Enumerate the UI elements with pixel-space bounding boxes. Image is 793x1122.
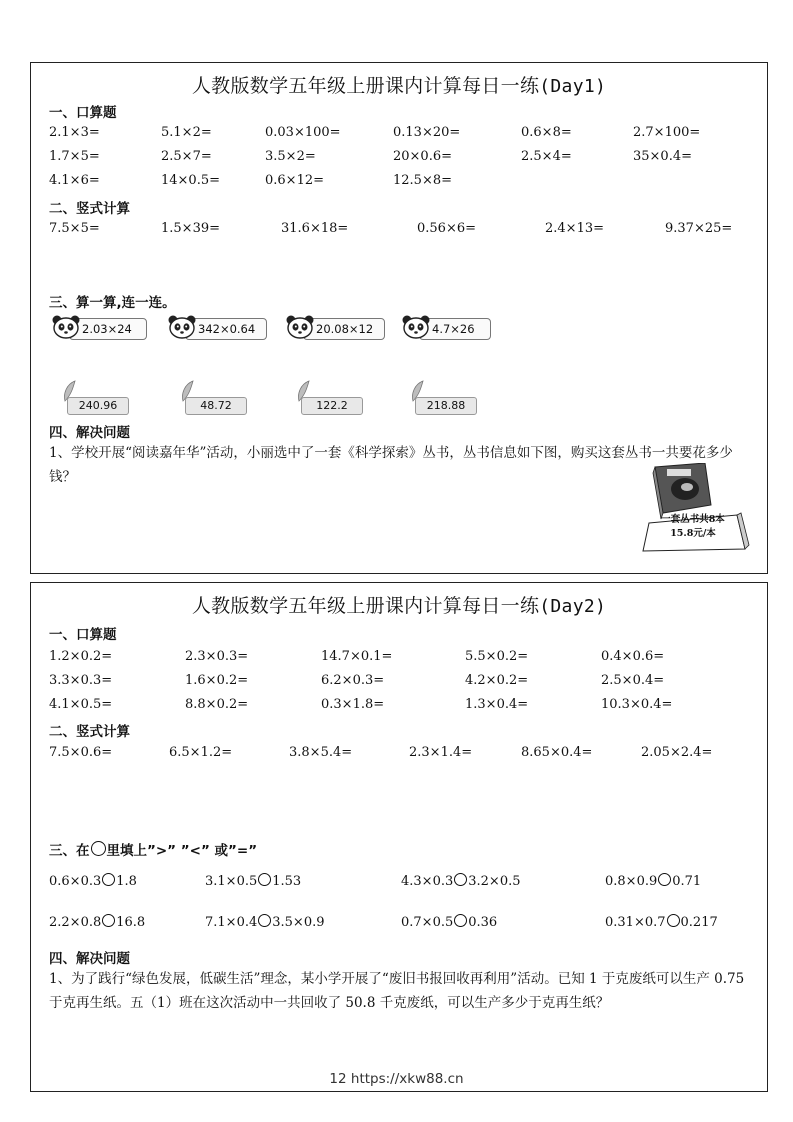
day2-title-tag: (Day2) (539, 596, 607, 617)
match-answer: 240.96 (67, 397, 129, 415)
match-answer: 48.72 (185, 397, 247, 415)
oral-item: 3.5×2= (265, 149, 316, 164)
vertical-item: 9.37×25= (665, 221, 733, 236)
day2-section-compare (49, 839, 257, 859)
oral-item: 4.1×0.5= (49, 697, 113, 712)
oral-item: 3.3×0.3= (49, 673, 113, 688)
vertical-item: 2.05×2.4= (641, 745, 713, 760)
compare-item (401, 914, 497, 930)
match-expression: 2.03×24 (69, 318, 147, 340)
answer-circle[interactable] (102, 914, 115, 927)
oral-item: 0.4×0.6= (601, 649, 665, 664)
compare-item (401, 873, 521, 889)
book-info-label (641, 513, 745, 545)
compare-left: 0.6×0.3 (49, 874, 102, 889)
match-card (285, 317, 379, 339)
compare-heading-part2: 里填上”>” ”<” 或”=” (106, 843, 258, 859)
match-card (167, 317, 261, 339)
match-answer-card (179, 393, 249, 415)
vertical-item: 31.6×18= (281, 221, 349, 236)
oral-item: 5.1×2= (161, 125, 212, 140)
compare-left: 0.7×0.5 (401, 915, 454, 930)
day1-worksheet (30, 62, 768, 574)
compare-right: 0.71 (672, 874, 702, 889)
oral-item: 2.1×3= (49, 125, 100, 140)
answer-circle[interactable] (258, 914, 271, 927)
match-expression: 342×0.64 (185, 318, 267, 340)
day1-title-text: 人教版数学五年级上册课内计算每日一练 (191, 75, 540, 97)
match-expression: 20.08×12 (303, 318, 385, 340)
circle-icon (91, 841, 106, 856)
vertical-item: 3.8×5.4= (289, 745, 353, 760)
match-answer-card (409, 393, 479, 415)
compare-right: 3.5×0.9 (272, 915, 325, 930)
vertical-item: 0.56×6= (417, 221, 477, 236)
oral-item: 14.7×0.1= (321, 649, 393, 664)
oral-item: 4.2×0.2= (465, 673, 529, 688)
oral-item: 2.5×0.4= (601, 673, 665, 688)
compare-right: 0.217 (680, 915, 718, 930)
match-card (51, 317, 141, 339)
vertical-item: 2.4×13= (545, 221, 605, 236)
compare-left: 2.2×0.8 (49, 915, 102, 930)
vertical-item: 2.3×1.4= (409, 745, 473, 760)
compare-item (205, 914, 325, 930)
compare-left: 4.3×0.3 (401, 874, 454, 889)
match-card (401, 317, 485, 339)
match-answer-card (295, 393, 365, 415)
compare-item (49, 873, 137, 889)
day2-section-problem: 四、解决问题 (49, 951, 130, 967)
oral-item: 6.2×0.3= (321, 673, 385, 688)
day2-worksheet (30, 582, 768, 1092)
day2-section-vertical: 二、竖式计算 (49, 724, 130, 740)
oral-item: 2.3×0.3= (185, 649, 249, 664)
oral-item: 2.5×4= (521, 149, 572, 164)
oral-item: 5.5×0.2= (465, 649, 529, 664)
oral-item: 1.6×0.2= (185, 673, 249, 688)
answer-circle[interactable] (258, 873, 271, 886)
match-answer: 218.88 (415, 397, 477, 415)
day1-title-tag: (Day1) (539, 76, 607, 97)
oral-item: 0.6×12= (265, 173, 325, 188)
oral-item: 2.5×7= (161, 149, 212, 164)
compare-right: 0.36 (468, 915, 498, 930)
panda-icon (51, 314, 81, 340)
match-answer: 122.2 (301, 397, 363, 415)
book-price-text: 15.8元/本 (670, 528, 716, 539)
answer-circle[interactable] (658, 873, 671, 886)
match-expression: 4.7×26 (419, 318, 491, 340)
vertical-item: 6.5×1.2= (169, 745, 233, 760)
oral-item: 10.3×0.4= (601, 697, 673, 712)
day1-section-match: 三、算一算,连一连。 (49, 295, 176, 311)
oral-item: 14×0.5= (161, 173, 221, 188)
vertical-item: 1.5×39= (161, 221, 221, 236)
oral-item: 1.7×5= (49, 149, 100, 164)
day1-problem-text: 1、学校开展“阅读嘉年华”活动，小丽选中了一套《科学探索》丛书，丛书信息如下图，购买这套丛书一共要花多少钱？ (49, 445, 733, 485)
oral-item: 1.2×0.2= (49, 649, 113, 664)
oral-item: 12.5×8= (393, 173, 453, 188)
day1-section-problem: 四、解决问题 (49, 425, 130, 441)
compare-right: 1.53 (272, 874, 302, 889)
compare-right: 3.2×0.5 (468, 874, 521, 889)
panda-icon (401, 314, 431, 340)
panda-icon (285, 314, 315, 340)
day2-problem-text: 1、为了践行“绿色发展，低碳生活”理念，某小学开展了“废旧书报回收再利用”活动。已知 1 于克废纸可以生产 0.75 于克再生纸。五（1）班在这次活动中一共回收了 50.8 千克废纸，可以生产多少于克再生纸？ (49, 971, 745, 1011)
day1-section-oral: 一、口算题 (49, 105, 117, 121)
oral-item: 35×0.4= (633, 149, 693, 164)
compare-left: 0.31×0.7 (605, 915, 666, 930)
oral-item: 0.03×100= (265, 125, 341, 140)
day2-section-oral: 一、口算题 (49, 627, 117, 643)
answer-circle[interactable] (454, 873, 467, 886)
oral-item: 8.8×0.2= (185, 697, 249, 712)
oral-item: 0.6×8= (521, 125, 572, 140)
answer-circle[interactable] (454, 914, 467, 927)
compare-heading-part1: 三、在 (49, 843, 90, 859)
compare-item (205, 873, 301, 889)
compare-left: 7.1×0.4 (205, 915, 258, 930)
oral-item: 0.3×1.8= (321, 697, 385, 712)
compare-right: 16.8 (116, 915, 146, 930)
oral-item: 20×0.6= (393, 149, 453, 164)
panda-icon (167, 314, 197, 340)
vertical-item: 8.65×0.4= (521, 745, 593, 760)
day2-title-text: 人教版数学五年级上册课内计算每日一练 (191, 595, 540, 617)
compare-item (605, 873, 701, 889)
day1-title (31, 71, 767, 98)
compare-item (49, 914, 145, 930)
answer-circle[interactable] (102, 873, 115, 886)
compare-left: 3.1×0.5 (205, 874, 258, 889)
match-answer-card (61, 393, 131, 415)
compare-item (605, 914, 718, 930)
oral-item: 0.13×20= (393, 125, 461, 140)
vertical-item: 7.5×0.6= (49, 745, 113, 760)
compare-right: 1.8 (116, 874, 137, 889)
vertical-item: 7.5×5= (49, 221, 100, 236)
day2-title (31, 591, 767, 618)
answer-circle[interactable] (667, 914, 680, 927)
oral-item: 1.3×0.4= (465, 697, 529, 712)
book-count-text: 一套丛书共8本 (661, 514, 725, 525)
compare-left: 0.8×0.9 (605, 874, 658, 889)
oral-item: 4.1×6= (49, 173, 100, 188)
day1-section-vertical: 二、竖式计算 (49, 201, 130, 217)
page-footer: 12 https://xkw88.cn (329, 1071, 464, 1087)
oral-item: 2.7×100= (633, 125, 701, 140)
